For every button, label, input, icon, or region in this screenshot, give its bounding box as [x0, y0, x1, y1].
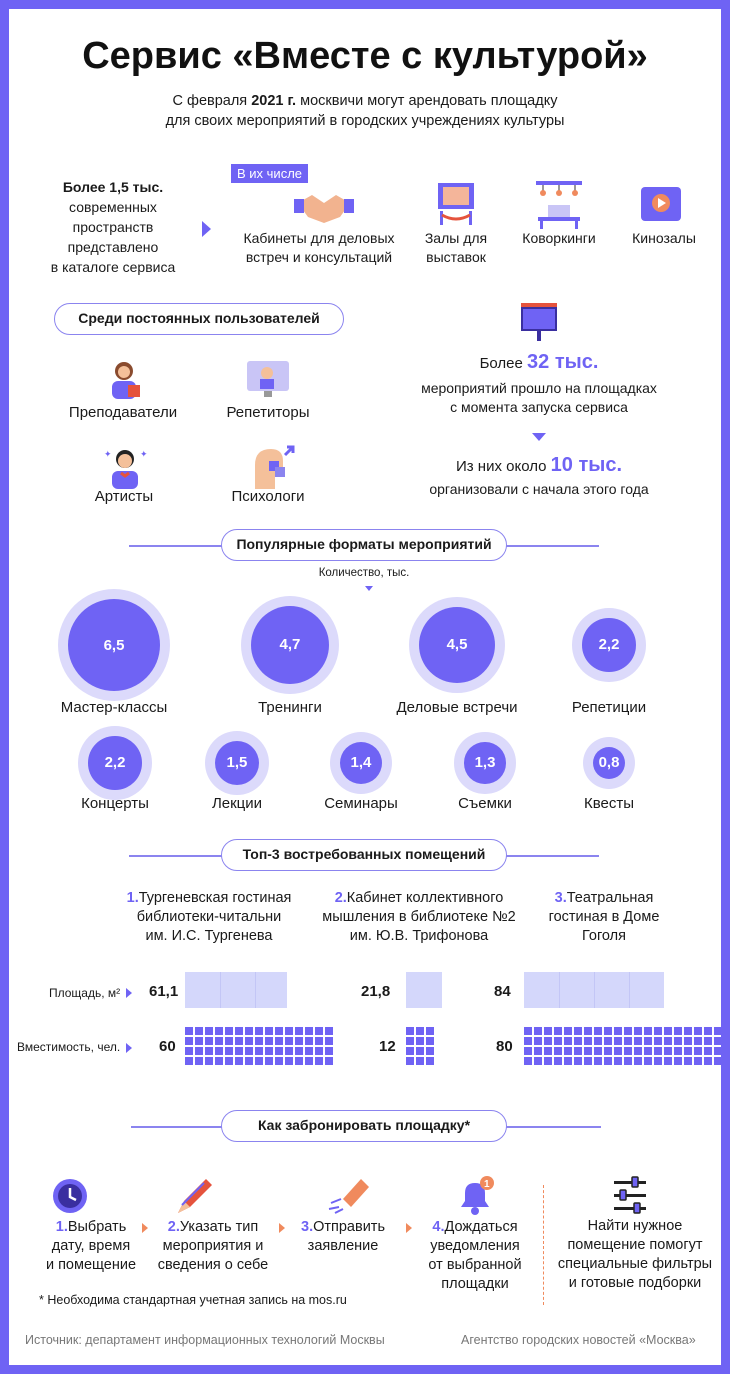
- bubble-label: Съемки: [458, 795, 512, 812]
- bubble-5: 1,5: [215, 741, 259, 785]
- capacity-seat: [305, 1057, 313, 1065]
- bubble-8: 0,8: [593, 747, 625, 779]
- capacity-seat: [584, 1047, 592, 1055]
- capacity-seat: [305, 1037, 313, 1045]
- teacher-icon: [104, 359, 144, 401]
- capacity-seat: [684, 1037, 692, 1045]
- capacity-seat: [614, 1047, 622, 1055]
- capacity-seat: [235, 1047, 243, 1055]
- unit-arrow-icon: [365, 586, 373, 591]
- capacity-grid: [406, 1027, 434, 1065]
- svg-text:1: 1: [484, 1179, 490, 1190]
- capacity-seat: [285, 1037, 293, 1045]
- capacity-seat: [704, 1047, 712, 1055]
- top3-pill: Топ-3 востребованных помещений: [221, 839, 507, 871]
- capacity-seat: [544, 1037, 552, 1045]
- capacity-seat: [185, 1027, 193, 1035]
- capacity-seat: [564, 1057, 572, 1065]
- events-this-year: Из них около 10 тыс.: [455, 454, 623, 476]
- capacity-seat: [674, 1037, 682, 1045]
- capacity-seat: [195, 1027, 203, 1035]
- exhibition-icon: [436, 181, 476, 227]
- capacity-seat: [325, 1057, 333, 1065]
- capacity-seat: [295, 1027, 303, 1035]
- area-value: 84: [494, 983, 511, 1000]
- capacity-seat: [524, 1047, 532, 1055]
- capacity-seat: [215, 1037, 223, 1045]
- capacity-seat: [285, 1057, 293, 1065]
- area-bar: [406, 972, 442, 1008]
- capacity-seat: [574, 1047, 582, 1055]
- capacity-seat: [245, 1027, 253, 1035]
- users-pill: Среди постоянных пользователей: [54, 303, 344, 335]
- handshake-icon: [294, 189, 354, 229]
- capacity-seat: [325, 1047, 333, 1055]
- area-value: 21,8: [361, 983, 391, 1000]
- capacity-seat: [255, 1047, 263, 1055]
- tutor-icon: [245, 359, 291, 401]
- send-icon: [327, 1177, 371, 1215]
- area-arrow-icon: [126, 988, 132, 998]
- capacity-seat: [285, 1047, 293, 1055]
- badge-among-them: В их числе: [231, 164, 308, 183]
- capacity-seat: [714, 1037, 722, 1045]
- capacity-seat: [426, 1047, 434, 1055]
- capacity-seat: [554, 1037, 562, 1045]
- artist-icon: [102, 445, 148, 491]
- capacity-seat: [654, 1047, 662, 1055]
- capacity-seat: [694, 1037, 702, 1045]
- capacity-seat: [524, 1057, 532, 1065]
- bubble-label: Семинары: [324, 795, 398, 812]
- capacity-seat: [564, 1027, 572, 1035]
- capacity-seat: [574, 1027, 582, 1035]
- type-label-offices: Кабинеты для деловых встреч и консультаций: [243, 230, 395, 265]
- area-value: 61,1: [149, 983, 179, 1000]
- capacity-seat: [584, 1037, 592, 1045]
- capacity-seat: [255, 1057, 263, 1065]
- capacity-seat: [185, 1047, 193, 1055]
- capacity-seat: [624, 1027, 632, 1035]
- clock-icon: [51, 1177, 89, 1215]
- capacity-seat: [225, 1047, 233, 1055]
- capacity-seat: [205, 1037, 213, 1045]
- capacity-seat: [235, 1037, 243, 1045]
- type-label-halls: Залы для выставок: [424, 230, 488, 265]
- capacity-seat: [275, 1047, 283, 1055]
- svg-text:✦: ✦: [140, 449, 148, 459]
- capacity-seat: [426, 1027, 434, 1035]
- capacity-seat: [554, 1057, 562, 1065]
- capacity-seat: [564, 1037, 572, 1045]
- capacity-seat: [225, 1027, 233, 1035]
- filters-note: Найти нужное помещение помогут специальные фильтры и готовые подборки: [557, 1218, 713, 1291]
- dashed-separator: [543, 1185, 544, 1305]
- capacity-seat: [245, 1047, 253, 1055]
- capacity-seat: [406, 1027, 414, 1035]
- area-bar-divider: [220, 972, 221, 1008]
- psychologist-icon: [247, 445, 297, 493]
- capacity-seat: [215, 1027, 223, 1035]
- filters-icon: [612, 1175, 648, 1215]
- capacity-seat: [634, 1027, 642, 1035]
- capacity-value: 80: [496, 1038, 513, 1055]
- user-label-teachers: Преподаватели: [68, 404, 178, 421]
- step-1: 1.Выбрать дату, время и помещение: [45, 1219, 137, 1273]
- capacity-seat: [305, 1047, 313, 1055]
- capacity-seat: [315, 1037, 323, 1045]
- capacity-seat: [524, 1027, 532, 1035]
- capacity-seat: [704, 1057, 712, 1065]
- capacity-seat: [664, 1027, 672, 1035]
- capacity-seat: [624, 1047, 632, 1055]
- capacity-seat: [195, 1057, 203, 1065]
- place-2-title: 2.Кабинет коллективного мышления в библиотеке №2 им. Ю.В. Трифонова: [322, 890, 516, 944]
- capacity-seat: [416, 1027, 424, 1035]
- capacity-seat: [285, 1027, 293, 1035]
- pencil-icon: [174, 1175, 216, 1217]
- capacity-seat: [225, 1057, 233, 1065]
- capacity-seat: [644, 1047, 652, 1055]
- capacity-seat: [275, 1037, 283, 1045]
- capacity-seat: [534, 1057, 542, 1065]
- capacity-seat: [315, 1027, 323, 1035]
- cinema-icon: [639, 185, 683, 225]
- area-bar-divider: [255, 972, 256, 1008]
- subtitle: С февраля 2021 г. москвичи могут арендовать площадку для своих мероприятий в городских учреждениях культуры: [165, 93, 565, 129]
- capacity-seat: [614, 1027, 622, 1035]
- bubble-4: 2,2: [88, 736, 142, 790]
- step-arrow-icon: [142, 1223, 148, 1233]
- capacity-seat: [644, 1027, 652, 1035]
- capacity-seat: [634, 1057, 642, 1065]
- capacity-seat: [674, 1057, 682, 1065]
- page-title: Сервис «Вместе с культурой»: [82, 35, 648, 77]
- capacity-seat: [594, 1027, 602, 1035]
- step-4: 4.Дождаться уведомления от выбранной площадки: [428, 1219, 522, 1292]
- formats-pill: Популярные форматы мероприятий: [221, 529, 507, 561]
- capacity-seat: [614, 1057, 622, 1065]
- user-label-psychologists: Психологи: [231, 488, 305, 505]
- agency-credit: Агентство городских новостей «Москва»: [461, 1333, 696, 1347]
- bubble-2: 4,5: [419, 607, 496, 684]
- capacity-seat: [664, 1057, 672, 1065]
- area-bar-divider: [594, 972, 595, 1008]
- capacity-seat: [416, 1057, 424, 1065]
- capacity-seat: [406, 1047, 414, 1055]
- step-3: 3.Отправить заявление: [301, 1219, 385, 1254]
- capacity-seat: [664, 1047, 672, 1055]
- capacity-seat: [544, 1047, 552, 1055]
- bubble-label: Квесты: [583, 795, 635, 812]
- bubble-6: 1,4: [340, 742, 383, 785]
- place-1-title: 1.Тургеневская гостиная библиотеки-читальни им. И.С. Тургенева: [126, 890, 292, 944]
- capacity-grid: [185, 1027, 333, 1065]
- capacity-seat: [534, 1027, 542, 1035]
- capacity-seat: [604, 1047, 612, 1055]
- formats-unit: Количество, тыс.: [318, 567, 410, 579]
- bubble-label: Мастер-классы: [60, 699, 168, 716]
- capacity-seat: [584, 1057, 592, 1065]
- capacity-seat: [684, 1027, 692, 1035]
- capacity-seat: [265, 1027, 273, 1035]
- user-label-tutors: Репетиторы: [226, 404, 310, 421]
- capacity-seat: [185, 1057, 193, 1065]
- capacity-seat: [426, 1037, 434, 1045]
- capacity-seat: [235, 1027, 243, 1035]
- bubble-label: Концерты: [81, 795, 149, 812]
- type-label-cinema: Кинозалы: [632, 230, 696, 246]
- area-axis-label: Площадь, м²: [49, 986, 121, 1000]
- infographic-frame: [9, 9, 721, 1365]
- capacity-seat: [654, 1057, 662, 1065]
- booking-pill: Как забронировать площадку*: [221, 1110, 507, 1142]
- bubble-label: Деловые встречи: [396, 699, 518, 716]
- area-bar-divider: [629, 972, 630, 1008]
- area-bar: [185, 972, 287, 1008]
- capacity-seat: [245, 1057, 253, 1065]
- capacity-seat: [554, 1027, 562, 1035]
- capacity-seat: [594, 1047, 602, 1055]
- capacity-seat: [674, 1027, 682, 1035]
- capacity-seat: [245, 1037, 253, 1045]
- footnote: * Необходима стандартная учетная запись на mos.ru: [39, 1293, 347, 1307]
- svg-text:✦: ✦: [104, 449, 112, 459]
- capacity-seat: [185, 1037, 193, 1045]
- capacity-seat: [604, 1057, 612, 1065]
- capacity-seat: [704, 1037, 712, 1045]
- capacity-seat: [235, 1057, 243, 1065]
- capacity-seat: [215, 1057, 223, 1065]
- capacity-seat: [265, 1037, 273, 1045]
- place-3-title: 3.Театральная гостиная в Доме Гоголя: [548, 890, 660, 944]
- arrow-down-icon: [532, 433, 546, 441]
- capacity-seat: [654, 1037, 662, 1045]
- billboard-icon: [519, 303, 559, 343]
- capacity-seat: [305, 1027, 313, 1035]
- capacity-seat: [604, 1037, 612, 1045]
- capacity-seat: [416, 1037, 424, 1045]
- capacity-seat: [265, 1047, 273, 1055]
- capacity-seat: [634, 1047, 642, 1055]
- capacity-seat: [694, 1027, 702, 1035]
- capacity-seat: [195, 1047, 203, 1055]
- capacity-arrow-icon: [126, 1043, 132, 1053]
- capacity-seat: [295, 1057, 303, 1065]
- capacity-seat: [584, 1027, 592, 1035]
- capacity-seat: [604, 1027, 612, 1035]
- capacity-seat: [694, 1057, 702, 1065]
- capacity-seat: [315, 1047, 323, 1055]
- capacity-seat: [594, 1057, 602, 1065]
- arrow-right-icon: [202, 221, 211, 237]
- capacity-seat: [574, 1057, 582, 1065]
- bell-icon: [455, 1175, 495, 1217]
- bubble-7: 1,3: [464, 742, 505, 783]
- capacity-seat: [664, 1037, 672, 1045]
- capacity-value: 12: [379, 1038, 396, 1055]
- coworking-icon: [534, 179, 584, 229]
- capacity-seat: [714, 1047, 722, 1055]
- events-total: Более 32 тыс.: [479, 351, 599, 373]
- capacity-seat: [534, 1037, 542, 1045]
- capacity-grid: [524, 1027, 722, 1065]
- capacity-seat: [275, 1027, 283, 1035]
- user-label-artists: Артисты: [94, 488, 154, 505]
- capacity-seat: [406, 1037, 414, 1045]
- capacity-seat: [694, 1047, 702, 1055]
- events-desc: мероприятий прошло на площадках с момента запуска сервиса: [421, 380, 657, 415]
- capacity-seat: [205, 1057, 213, 1065]
- capacity-seat: [684, 1057, 692, 1065]
- capacity-seat: [544, 1027, 552, 1035]
- capacity-seat: [524, 1037, 532, 1045]
- capacity-seat: [225, 1037, 233, 1045]
- capacity-seat: [554, 1047, 562, 1055]
- events-this-year-desc: организовали с начала этого года: [429, 481, 649, 497]
- capacity-seat: [634, 1037, 642, 1045]
- bubble-3: 2,2: [582, 618, 636, 672]
- capacity-seat: [275, 1057, 283, 1065]
- capacity-seat: [644, 1057, 652, 1065]
- bubble-1: 4,7: [251, 606, 329, 684]
- bubble-label: Лекции: [211, 795, 263, 812]
- capacity-seat: [594, 1037, 602, 1045]
- capacity-seat: [644, 1037, 652, 1045]
- capacity-seat: [614, 1037, 622, 1045]
- capacity-seat: [684, 1047, 692, 1055]
- capacity-seat: [325, 1027, 333, 1035]
- catalog-summary: Более 1,5 тыс. современных пространств представлено в каталоге сервиса: [50, 179, 176, 275]
- capacity-seat: [714, 1027, 722, 1035]
- capacity-seat: [255, 1027, 263, 1035]
- area-bar-divider: [559, 972, 560, 1008]
- step-arrow-icon: [406, 1223, 412, 1233]
- capacity-seat: [215, 1047, 223, 1055]
- capacity-seat: [704, 1027, 712, 1035]
- step-arrow-icon: [279, 1223, 285, 1233]
- capacity-seat: [416, 1047, 424, 1055]
- step-2: 2.Указать тип мероприятия и сведения о себе: [157, 1219, 269, 1273]
- capacity-seat: [624, 1057, 632, 1065]
- capacity-seat: [265, 1057, 273, 1065]
- capacity-seat: [574, 1037, 582, 1045]
- capacity-seat: [406, 1057, 414, 1065]
- capacity-seat: [195, 1037, 203, 1045]
- capacity-seat: [624, 1037, 632, 1045]
- type-label-coworking: Коворкинги: [522, 230, 596, 246]
- capacity-seat: [564, 1047, 572, 1055]
- capacity-seat: [426, 1057, 434, 1065]
- bubble-0: 6,5: [68, 599, 160, 691]
- capacity-seat: [674, 1047, 682, 1055]
- capacity-seat: [544, 1057, 552, 1065]
- capacity-seat: [714, 1057, 722, 1065]
- capacity-seat: [534, 1047, 542, 1055]
- capacity-seat: [255, 1037, 263, 1045]
- capacity-seat: [654, 1027, 662, 1035]
- capacity-axis-label: Вместимость, чел.: [17, 1040, 121, 1054]
- capacity-seat: [315, 1057, 323, 1065]
- capacity-seat: [295, 1047, 303, 1055]
- bubble-label: Репетиции: [571, 699, 647, 716]
- capacity-seat: [325, 1037, 333, 1045]
- capacity-seat: [295, 1037, 303, 1045]
- capacity-seat: [205, 1047, 213, 1055]
- bubble-label: Тренинги: [258, 699, 322, 716]
- source: Источник: департамент информационных технологий Москвы: [25, 1333, 385, 1347]
- capacity-seat: [205, 1027, 213, 1035]
- capacity-value: 60: [159, 1038, 176, 1055]
